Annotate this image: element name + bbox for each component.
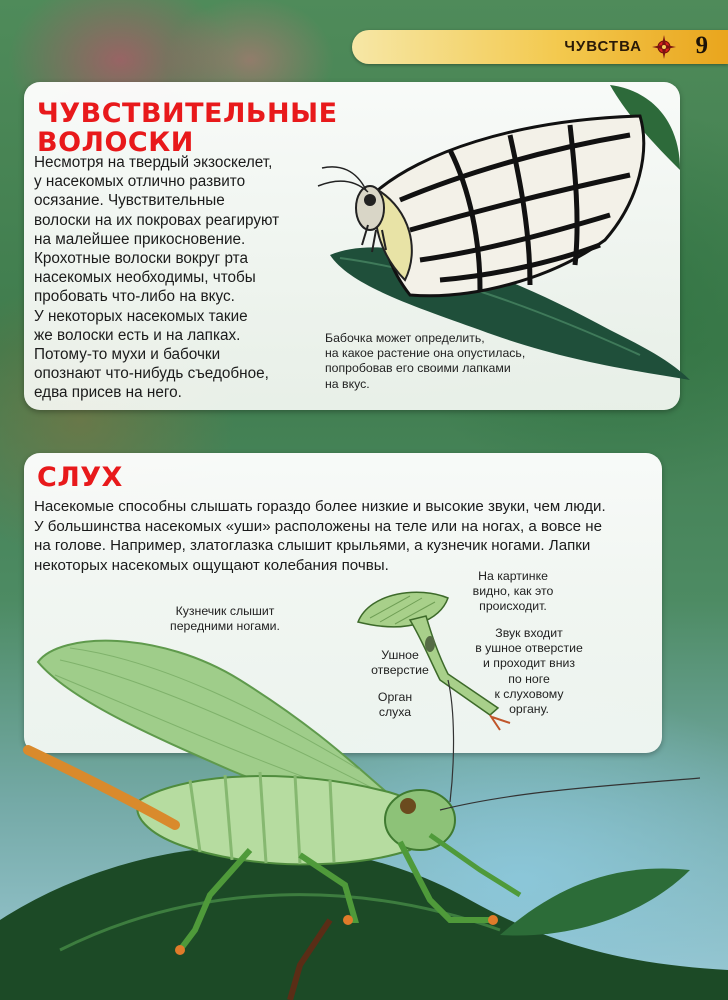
hearing-paragraph: Насекомые способны слышать гораздо более низкие и высокие звуки, чем люди. У большинства насекомых «уши» расположены на теле или на ногах, а вовсе не на голове. Например, златоглазка слышит крыльями, а кузнечик ногами. Лапки некоторых насекомых ощущают колебания почвы.: [34, 498, 606, 574]
heading-line-2: ВОЛОСКИ: [37, 127, 194, 158]
chapter-header-bar: [352, 30, 728, 64]
grasshopper-caption: Кузнечик слышит передними ногами.: [170, 604, 280, 634]
grasshopper-on-leaf-image: [0, 620, 728, 1000]
heading-line-1: ЧУВСТВИТЕЛЬНЫЕ: [37, 98, 338, 129]
page-number: 9: [695, 32, 708, 59]
hearing-heading: СЛУХ: [37, 462, 123, 493]
hearing-organ-label: Орган слуха: [377, 690, 413, 720]
diagram-intro-caption: На картинке видно, как это происходит.: [472, 569, 554, 614]
ear-opening-label: Ушное отверстие: [371, 648, 429, 678]
sound-path-caption: Звук входит в ушное отверстие и проходит вниз по ноге к слуховому органу.: [475, 626, 583, 717]
sensitive-hairs-heading: [37, 99, 338, 157]
butterfly-caption: Бабочка может определить, на какое растение она опустилась, попробовав его своими лапками на вкус.: [325, 331, 526, 391]
compass-icon: [652, 35, 676, 59]
sensitive-hairs-paragraph: Несмотря на твердый экзоскелет, у насекомых отлично развито осязание. Чувствительные волоски на их покровах реагируют на малейшее прикосновение. Крохотные волоски вокруг рта насекомых необходимы, чтобы пробовать что-либо на вкус. У некоторых насекомых такие же волоски есть и на лапках. Потому-то мухи и бабочки опознают что-нибудь съедобное, едва присев на него.: [34, 154, 280, 402]
chapter-title: ЧУВСТВА: [564, 38, 642, 55]
